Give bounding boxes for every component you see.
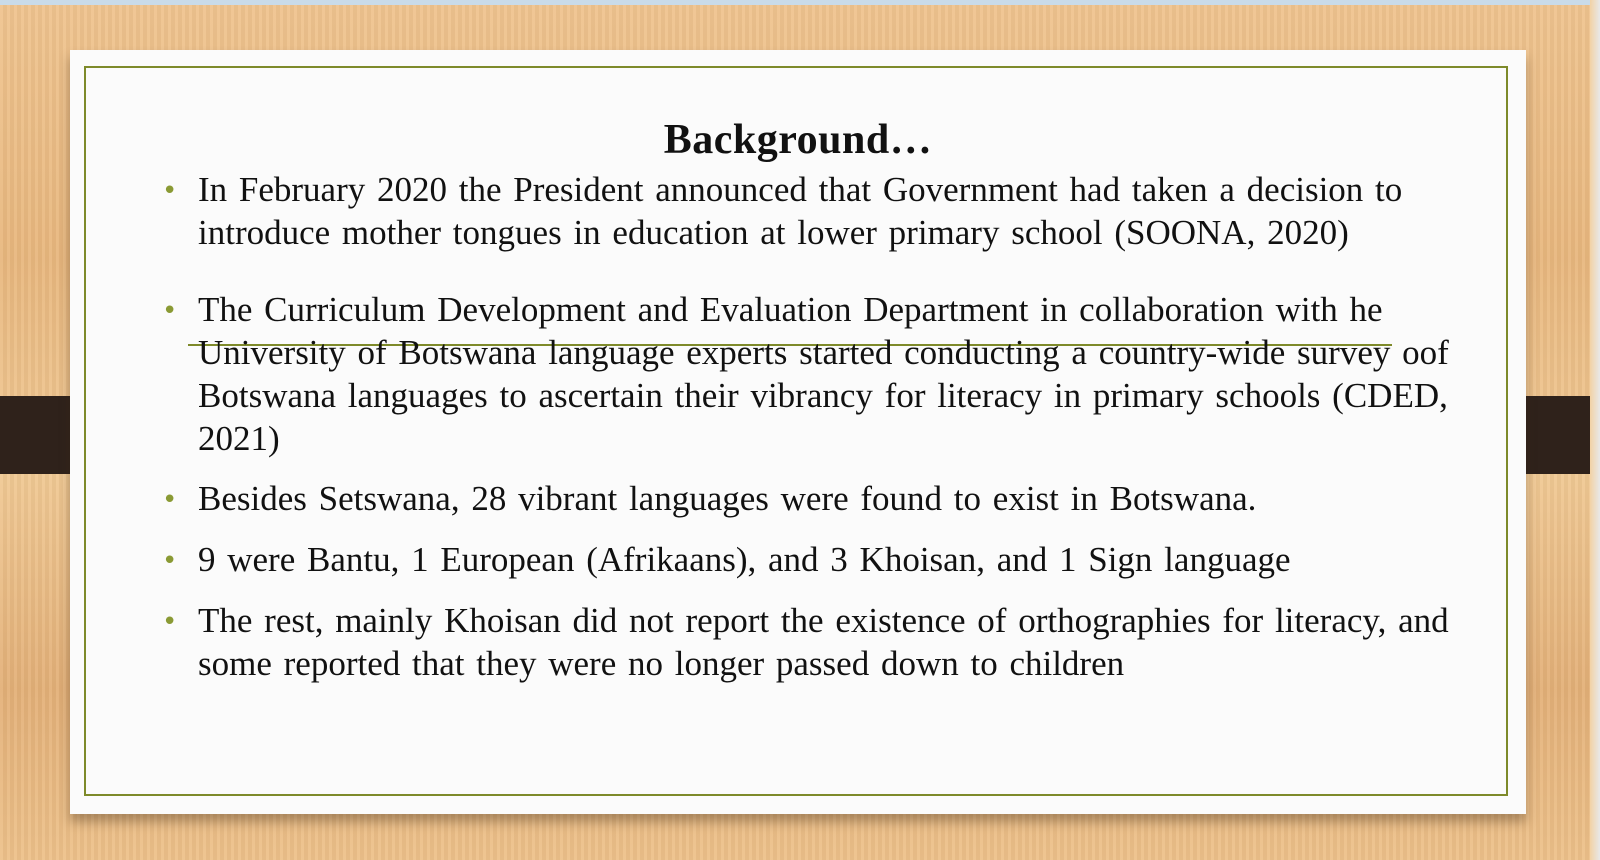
slide xyxy=(70,50,1526,814)
bullet-dot-icon: • xyxy=(162,296,178,326)
bullet-item xyxy=(160,538,1490,581)
bullet-text: In February 2020 the President announced that Government had taken a decision to introduce mother tongues in education at lower primary school (SOONA, 2020) xyxy=(198,170,1403,252)
bullet-list xyxy=(160,168,1490,685)
bullet-dot-icon: • xyxy=(162,176,178,206)
bullet-text: The rest, mainly Khoisan did not report the existence of orthographies for literacy, and some reported that they were no longer passed down to children xyxy=(198,601,1449,683)
bullet-dot-icon: • xyxy=(162,546,178,576)
slide-title: Background… xyxy=(663,117,933,163)
bullet-item xyxy=(160,168,1490,254)
window-top-bar xyxy=(0,0,1600,5)
bullet-dot-icon: • xyxy=(162,485,178,515)
window-right-edge xyxy=(1590,0,1600,860)
bullet-item xyxy=(160,477,1490,520)
bullet-dot-icon: • xyxy=(162,607,178,637)
bullet-item xyxy=(160,599,1490,685)
bullet-text: The Curriculum Development and Evaluation Department in collaboration with he University of Botswana language experts started conducting a country-wide survey oof Botswana languages to ascertain their vibrancy for literacy in primary schools (CDED, 2021) xyxy=(198,290,1449,458)
bullet-text: 9 were Bantu, 1 European (Afrikaans), and 3 Khoisan, and 1 Sign language xyxy=(198,540,1291,579)
bullet-item xyxy=(160,288,1490,460)
bullet-text: Besides Setswana, 28 vibrant languages were found to exist in Botswana. xyxy=(198,479,1257,518)
